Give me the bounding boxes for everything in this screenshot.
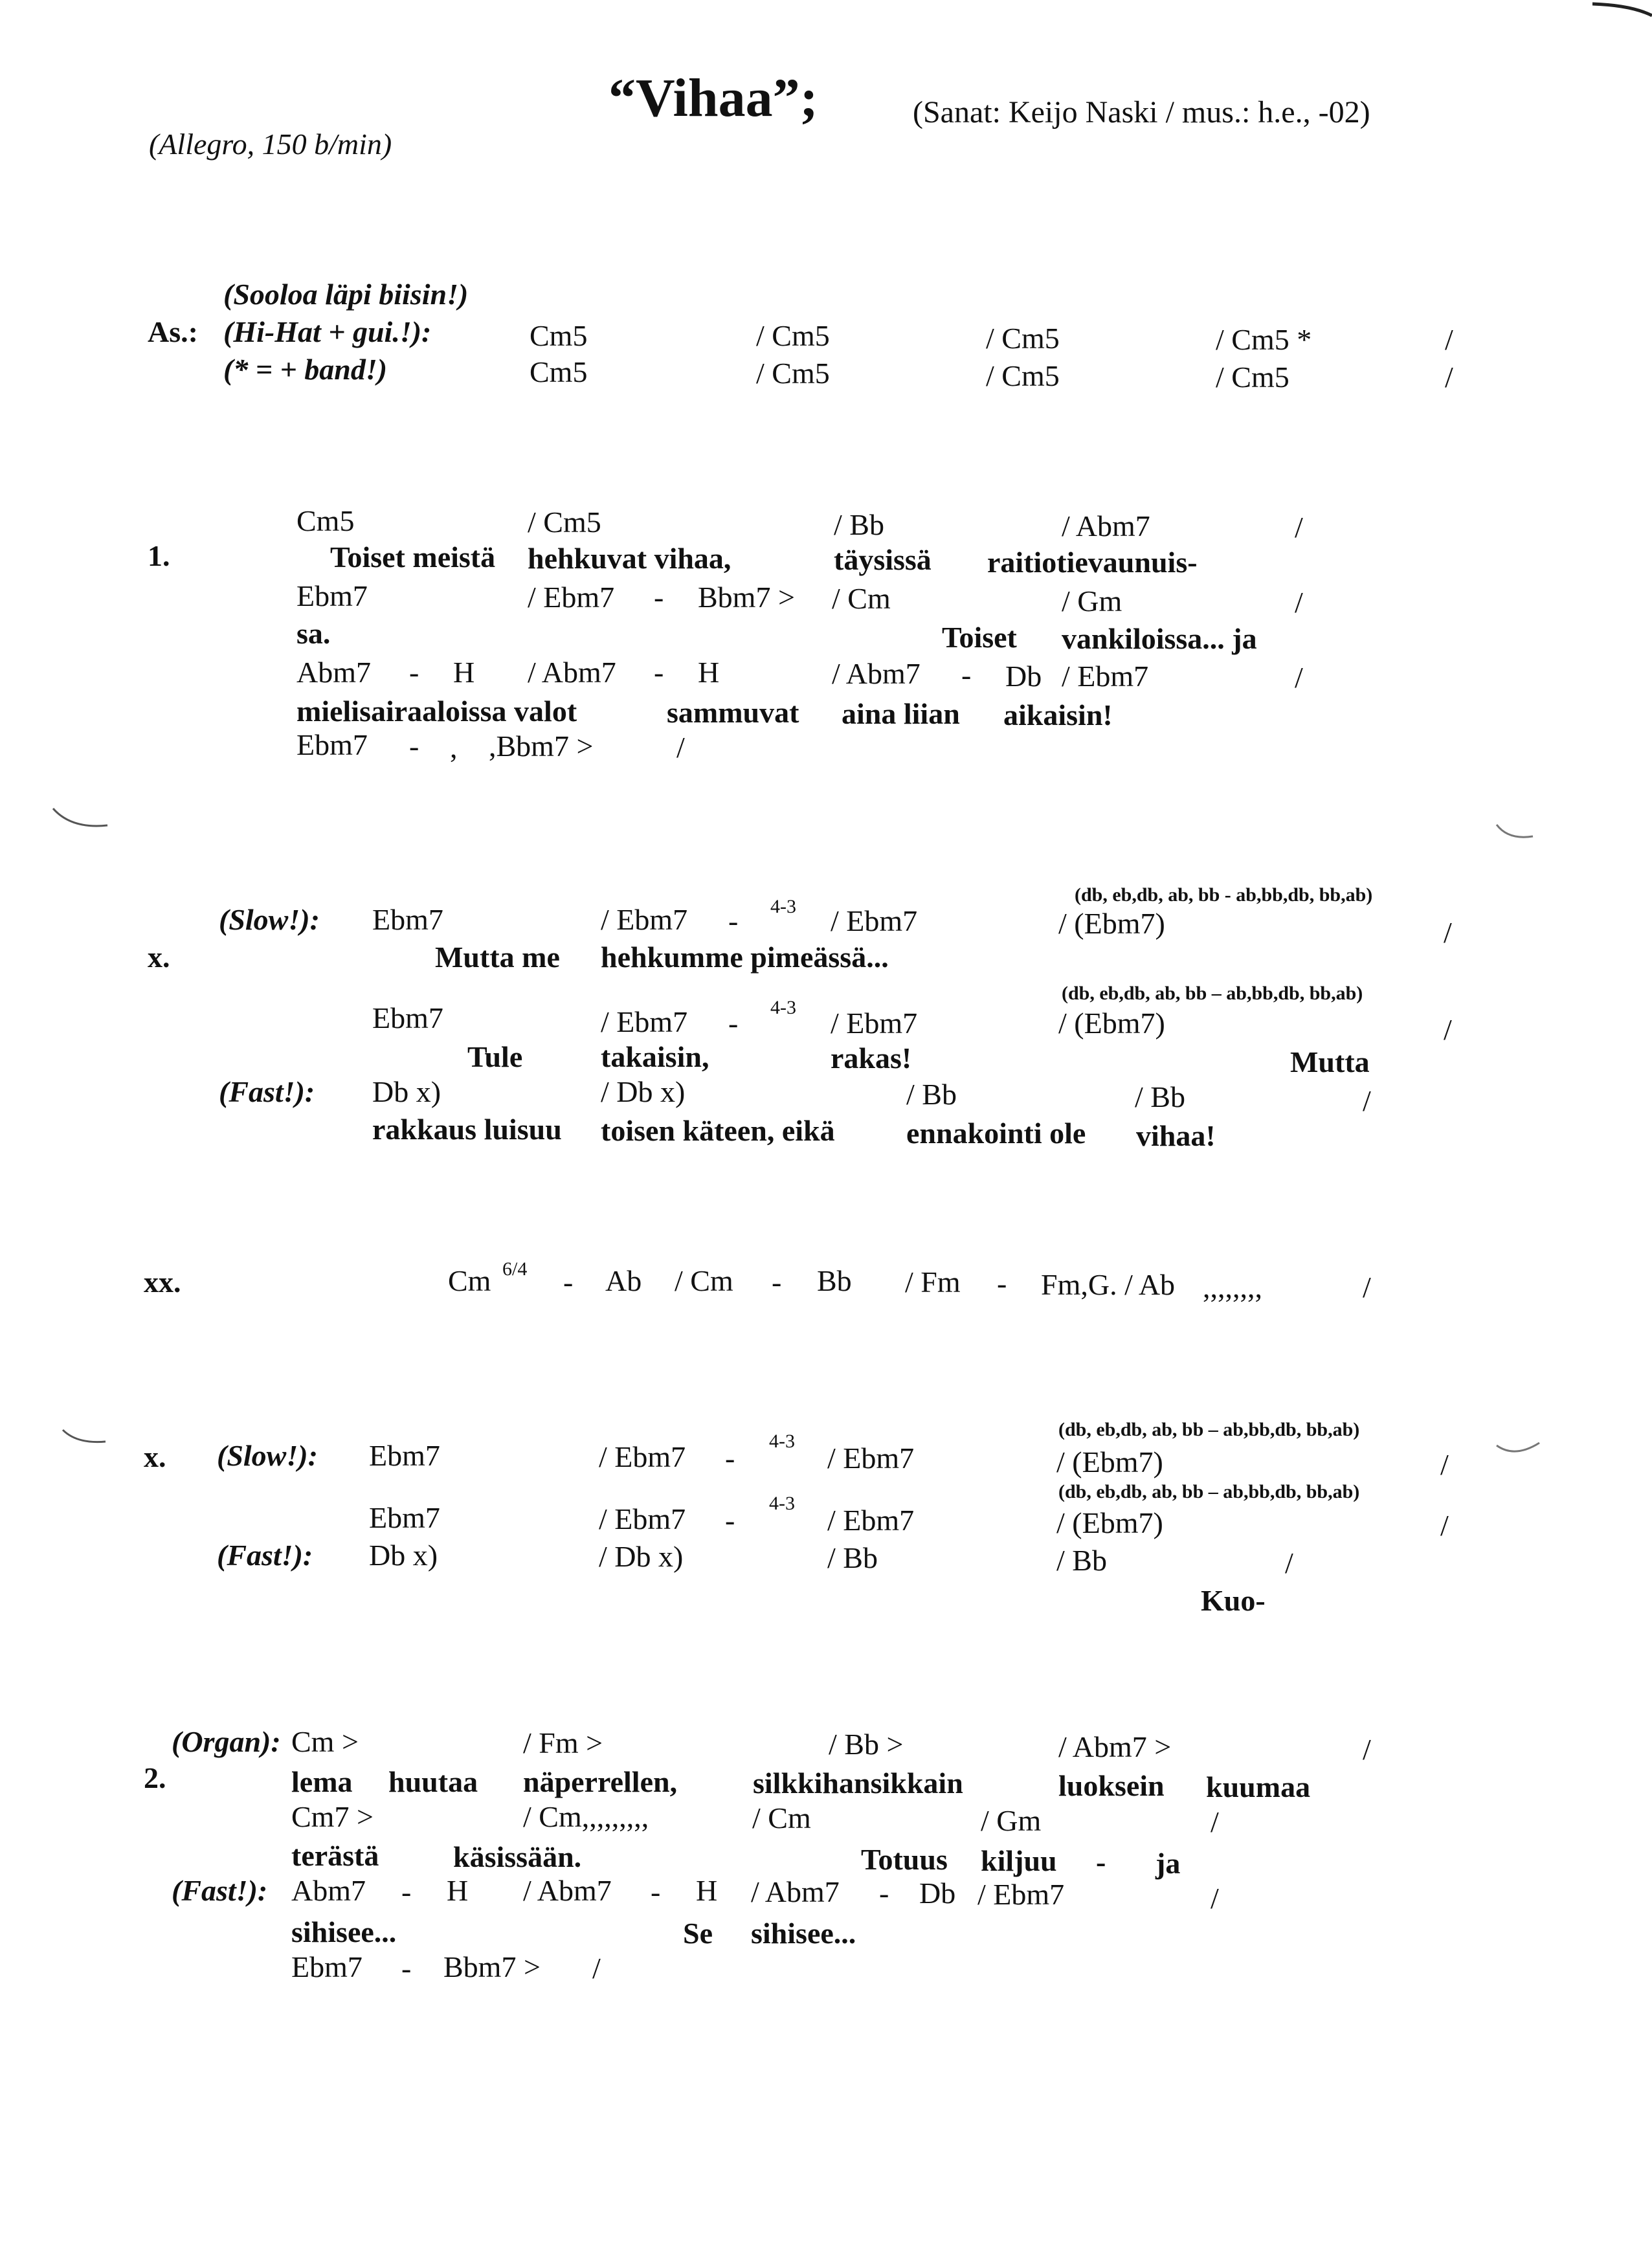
- bass-note: (db, eb,db, ab, bb – ab,bb,db, bb,ab): [1058, 1419, 1360, 1440]
- bar-line: /: [1363, 1084, 1371, 1117]
- chord: / Abm7: [751, 1875, 840, 1908]
- chord: / Ebm7: [528, 581, 615, 614]
- chord: / Ebm7: [977, 1878, 1065, 1911]
- bar-line: /: [1211, 1882, 1219, 1915]
- punch-mark: [1495, 822, 1534, 842]
- chord: H: [453, 656, 475, 689]
- chord: -: [654, 581, 664, 614]
- chord: -: [961, 658, 972, 691]
- chord: / Gm: [1062, 585, 1122, 618]
- chord: -: [401, 1952, 412, 1985]
- sus-marking: 4-3: [770, 896, 796, 917]
- bass-note: (db, eb,db, ab, bb - ab,bb,db, bb,ab): [1075, 884, 1373, 906]
- chord: H: [698, 656, 720, 689]
- lyric: sa.: [296, 617, 331, 650]
- bar-line: /: [1445, 361, 1453, 394]
- chord: H: [447, 1874, 469, 1907]
- chord: Ebm7: [372, 1001, 443, 1034]
- lyric: takaisin,: [601, 1040, 709, 1073]
- chord: -: [651, 1875, 661, 1908]
- chord: / Bb: [906, 1078, 957, 1111]
- bar-line: /: [1295, 511, 1303, 544]
- bar-line: /: [1445, 323, 1453, 356]
- chord: Db: [1005, 660, 1042, 693]
- chord: Fm,G. / Ab: [1041, 1268, 1176, 1301]
- chord: Cm >: [291, 1725, 359, 1758]
- chord: Db x): [369, 1539, 438, 1572]
- chord: / Abm7: [832, 657, 921, 690]
- chord: Cm: [448, 1264, 491, 1297]
- chord: -: [409, 656, 419, 689]
- chord: Cm5: [530, 319, 588, 352]
- chord: -: [997, 1267, 1007, 1300]
- bar-line: /: [1211, 1805, 1219, 1838]
- chord: / Cm5: [986, 359, 1060, 392]
- organ-marking: (Organ):: [172, 1725, 281, 1758]
- chord: Ab: [605, 1264, 642, 1297]
- chord: -: [654, 656, 664, 689]
- chord: / Bb: [1135, 1080, 1185, 1113]
- chord: / Bb: [834, 508, 884, 541]
- bar-line: /: [1285, 1546, 1293, 1579]
- lyric: vihaa!: [1136, 1119, 1216, 1152]
- slow-marking: (Slow!):: [219, 903, 320, 936]
- chord: / Bb: [1056, 1544, 1107, 1577]
- bar-line: /: [592, 1952, 601, 1985]
- sus-marking: 4-3: [769, 1493, 795, 1514]
- lyric: Mutta: [1290, 1045, 1370, 1078]
- chord: -: [772, 1265, 782, 1299]
- chord: / Bb >: [829, 1728, 904, 1761]
- lyric: kuumaa: [1206, 1770, 1311, 1803]
- section-label: 2.: [144, 1761, 166, 1794]
- solo-note: (Sooloa läpi biisin!): [223, 278, 469, 311]
- chord: Ebm7: [369, 1439, 440, 1472]
- lyric: Se: [683, 1917, 713, 1950]
- chord: -: [563, 1265, 574, 1299]
- lyric: luoksein: [1058, 1769, 1165, 1802]
- bar-line: /: [1440, 1448, 1449, 1481]
- lyric: toisen käteen, eikä: [601, 1114, 835, 1147]
- lyric: aina liian: [842, 697, 960, 730]
- bass-note: (db, eb,db, ab, bb – ab,bb,db, bb,ab): [1058, 1481, 1360, 1502]
- chord: / Abm7: [1062, 509, 1150, 542]
- chord: Ebm7: [291, 1950, 363, 1983]
- section-label: x.: [144, 1440, 166, 1473]
- chord: / (Ebm7): [1058, 907, 1165, 940]
- chord: Bbm7 >: [443, 1950, 541, 1983]
- chord: / Cm5 *: [1216, 323, 1312, 356]
- chord: / Cm5: [1216, 361, 1289, 394]
- bar-line: /: [1444, 916, 1452, 949]
- fast-marking: (Fast!):: [172, 1874, 268, 1907]
- lyric: vankiloissa... ja: [1062, 622, 1257, 655]
- chord: -: [401, 1875, 412, 1908]
- section-label: x.: [148, 941, 170, 974]
- lyric: Tule: [467, 1040, 523, 1073]
- bass-note: (db, eb,db, ab, bb – ab,bb,db, bb,ab): [1062, 983, 1363, 1004]
- chord: / Abm7 >: [1058, 1730, 1172, 1763]
- chord: ,,,,,,,,: [1203, 1271, 1262, 1304]
- bar-line: /: [1295, 661, 1303, 694]
- slow-marking: (Slow!):: [217, 1439, 318, 1472]
- bar-line: /: [1363, 1271, 1371, 1304]
- tempo-marking: (Allegro, 150 b/min): [149, 128, 392, 161]
- punch-mark: [1495, 1440, 1541, 1460]
- bar-line: /: [1440, 1509, 1449, 1542]
- chord: / Abm7: [523, 1874, 612, 1907]
- chord: -: [728, 904, 739, 937]
- lyric: ja: [1155, 1847, 1181, 1880]
- chord: / Ebm7: [827, 1442, 915, 1475]
- lyric: Toiset meistä: [330, 541, 496, 574]
- intro-label: As.:: [148, 315, 198, 348]
- chord: / Cm: [832, 582, 891, 615]
- band-note: (* = + band!): [223, 353, 388, 386]
- chord: / Ebm7: [599, 1502, 686, 1535]
- credits: (Sanat: Keijo Naski / mus.: h.e., -02): [913, 95, 1370, 129]
- chord: Cm7 >: [291, 1800, 374, 1833]
- fast-marking: (Fast!):: [219, 1075, 315, 1108]
- lyric: lema: [291, 1765, 353, 1798]
- lyric: sihisee...: [751, 1917, 856, 1950]
- chord: Abm7: [296, 656, 371, 689]
- bar-line: /: [676, 731, 685, 764]
- chord: / Fm >: [523, 1726, 603, 1759]
- chord: / Fm: [905, 1265, 961, 1299]
- chord: / Cm,,,,,,,,,: [523, 1800, 649, 1833]
- bar-line: /: [1363, 1733, 1371, 1766]
- chord: -: [728, 1007, 739, 1040]
- chord: / Ebm7: [831, 904, 918, 937]
- lyric: sammuvat: [667, 696, 799, 729]
- lyric: mielisairaaloissa valot: [296, 695, 577, 728]
- lyric: raitiotievaunuis-: [987, 546, 1198, 579]
- chord: Db: [919, 1877, 956, 1910]
- sus-marking: 4-3: [770, 997, 796, 1018]
- lyric: Mutta me: [435, 941, 560, 974]
- chord: Ebm7: [296, 728, 368, 761]
- chord: / Cm5: [756, 357, 830, 390]
- chord: / Cm: [675, 1264, 733, 1297]
- lyric: hehkumme pimeässä...: [601, 941, 889, 974]
- lyric: hehkuvat vihaa,: [528, 542, 731, 575]
- chord: -: [725, 1442, 735, 1475]
- chord: Db x): [372, 1075, 441, 1108]
- lyric: -: [1096, 1845, 1106, 1878]
- chord: / Cm5: [528, 506, 601, 539]
- chord: / Cm5: [756, 319, 830, 352]
- chord: ,: [450, 731, 458, 764]
- lyric: huutaa: [388, 1765, 478, 1798]
- chord: / (Ebm7): [1056, 1506, 1163, 1539]
- chord: Bb: [817, 1264, 852, 1297]
- lyric: kiljuu: [981, 1844, 1057, 1877]
- chord: / Ebm7: [831, 1007, 918, 1040]
- chord: / Abm7: [528, 656, 616, 689]
- chord: Bbm7 >: [698, 581, 795, 614]
- bar-line: /: [1295, 586, 1303, 619]
- lyric: täysissä: [834, 543, 932, 576]
- lyric: Totuus: [861, 1843, 948, 1876]
- chord: / Ebm7: [601, 1005, 688, 1038]
- chord: -: [879, 1877, 889, 1910]
- chord: / Ebm7: [1062, 660, 1149, 693]
- chord: / Ebm7: [601, 903, 688, 936]
- lyric: rakas!: [831, 1042, 912, 1075]
- chord: / Cm: [752, 1801, 811, 1834]
- chord: / (Ebm7): [1056, 1445, 1163, 1478]
- chord: / (Ebm7): [1058, 1007, 1165, 1040]
- lyric: rakkaus luisuu: [372, 1113, 562, 1146]
- chord: / Gm: [981, 1804, 1042, 1837]
- lyric: aikaisin!: [1003, 698, 1113, 731]
- sus-marking: 4-3: [769, 1431, 795, 1452]
- chord-extension: 6/4: [502, 1258, 528, 1280]
- chord: ,Bbm7 >: [489, 730, 594, 763]
- lyric: Kuo-: [1201, 1584, 1266, 1617]
- bar-line: /: [1444, 1013, 1452, 1046]
- chord: Cm5: [530, 355, 588, 388]
- lyric: sihisee...: [291, 1915, 397, 1948]
- chord: Ebm7: [296, 579, 368, 612]
- chord: Ebm7: [372, 903, 443, 936]
- lyric: Toiset: [942, 621, 1017, 654]
- lyric: näperrellen,: [523, 1765, 678, 1798]
- chord: -: [725, 1504, 735, 1537]
- page-edge-mark: [1592, 0, 1652, 19]
- lyric: silkkihansikkain: [753, 1767, 963, 1800]
- chord: Cm5: [296, 504, 355, 537]
- chord: / Ebm7: [827, 1504, 915, 1537]
- section-label: xx.: [144, 1265, 181, 1299]
- chord: -: [409, 730, 419, 763]
- punch-mark: [61, 1427, 107, 1447]
- hihat-note: (Hi-Hat + gui.!):: [223, 315, 432, 348]
- punch-mark: [52, 806, 110, 832]
- chord: / Db x): [599, 1540, 684, 1573]
- lyric: terästä: [291, 1839, 379, 1872]
- chord: / Cm5: [986, 322, 1060, 355]
- fast-marking: (Fast!):: [217, 1539, 313, 1572]
- section-label: 1.: [148, 539, 170, 572]
- lyric: käsissään.: [453, 1840, 582, 1873]
- chord: / Bb: [827, 1541, 878, 1574]
- song-title: “Vihaa”;: [608, 68, 818, 128]
- chord: / Db x): [601, 1075, 686, 1108]
- chord: / Ebm7: [599, 1440, 686, 1473]
- chord: Ebm7: [369, 1501, 440, 1534]
- lyric: ennakointi ole: [906, 1117, 1086, 1150]
- chord: H: [696, 1874, 718, 1907]
- chord: Abm7: [291, 1874, 366, 1907]
